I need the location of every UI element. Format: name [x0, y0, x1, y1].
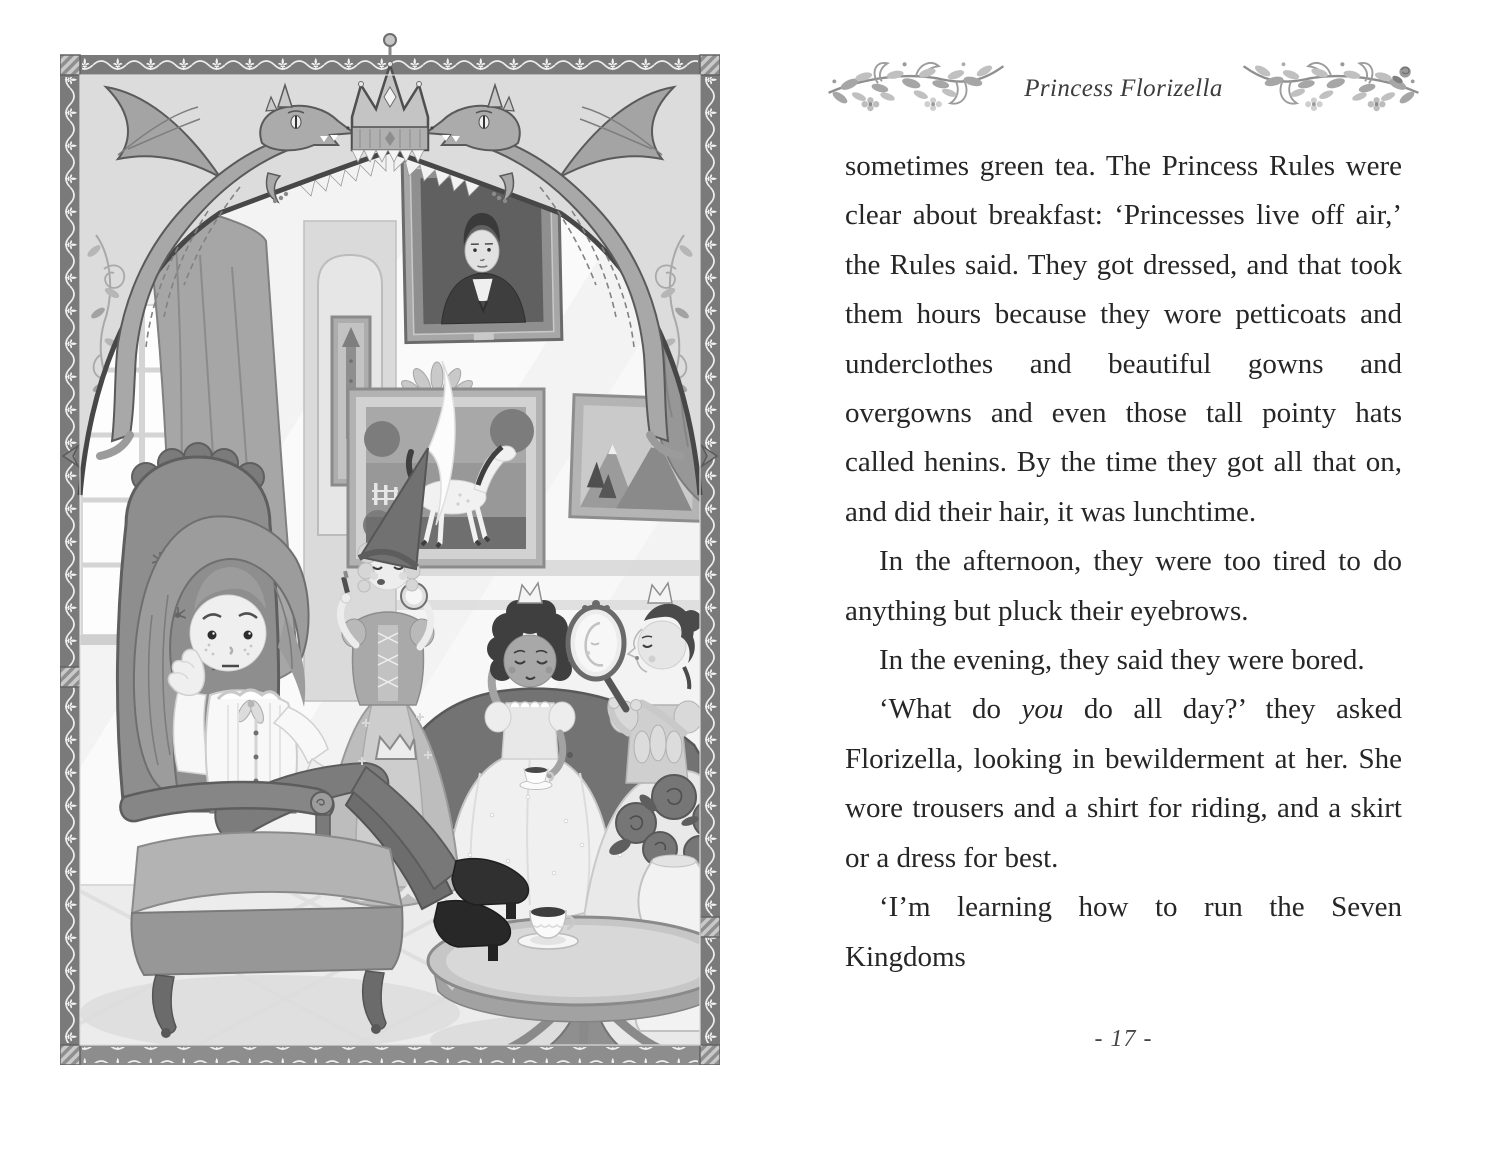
flower — [862, 97, 942, 111]
crown-finial-orb — [384, 34, 396, 46]
paragraph: ‘I’m learning how to run the Seven Kingdoms — [845, 891, 1402, 973]
frame-pattern-left — [62, 77, 78, 1043]
paragraph: In the evening, they said they were bored. — [879, 644, 1365, 677]
floral-ornament-left — [820, 51, 1012, 127]
paragraph: ‘What do you do all day?’ they asked Florizella, looking in bewilderment at her. She wore trousers and a shirt for riding, and a skirt or a dress for best. — [845, 693, 1402, 874]
crown-ornament — [352, 34, 428, 162]
page-number: - 17 - — [1094, 1025, 1153, 1052]
paragraph: sometimes green tea. The Princess Rules were clear about breakfast: ‘Princesses live off air,’ the Rules said. They got dressed, and that took them hours because they wore petticoats and underclothes and beautiful gowns and overgowns and even those tall pointy hats called henins. By the time they got all that on, and did their hair, it was lunchtime. — [845, 150, 1402, 528]
frame-pattern-right — [702, 77, 718, 1043]
floral-ornament-right — [1235, 51, 1427, 127]
paragraph: In the afternoon, they were too tired to do anything but pluck their eyebrows. — [845, 545, 1402, 627]
running-header-title: Princess Florizella — [1024, 75, 1223, 102]
body-text — [845, 142, 1402, 982]
frame-pattern-bottom — [82, 1047, 698, 1063]
princess-room-illustration — [60, 25, 720, 1065]
illustration-page — [60, 25, 720, 1065]
text-page — [845, 48, 1402, 1053]
running-header — [845, 48, 1402, 130]
